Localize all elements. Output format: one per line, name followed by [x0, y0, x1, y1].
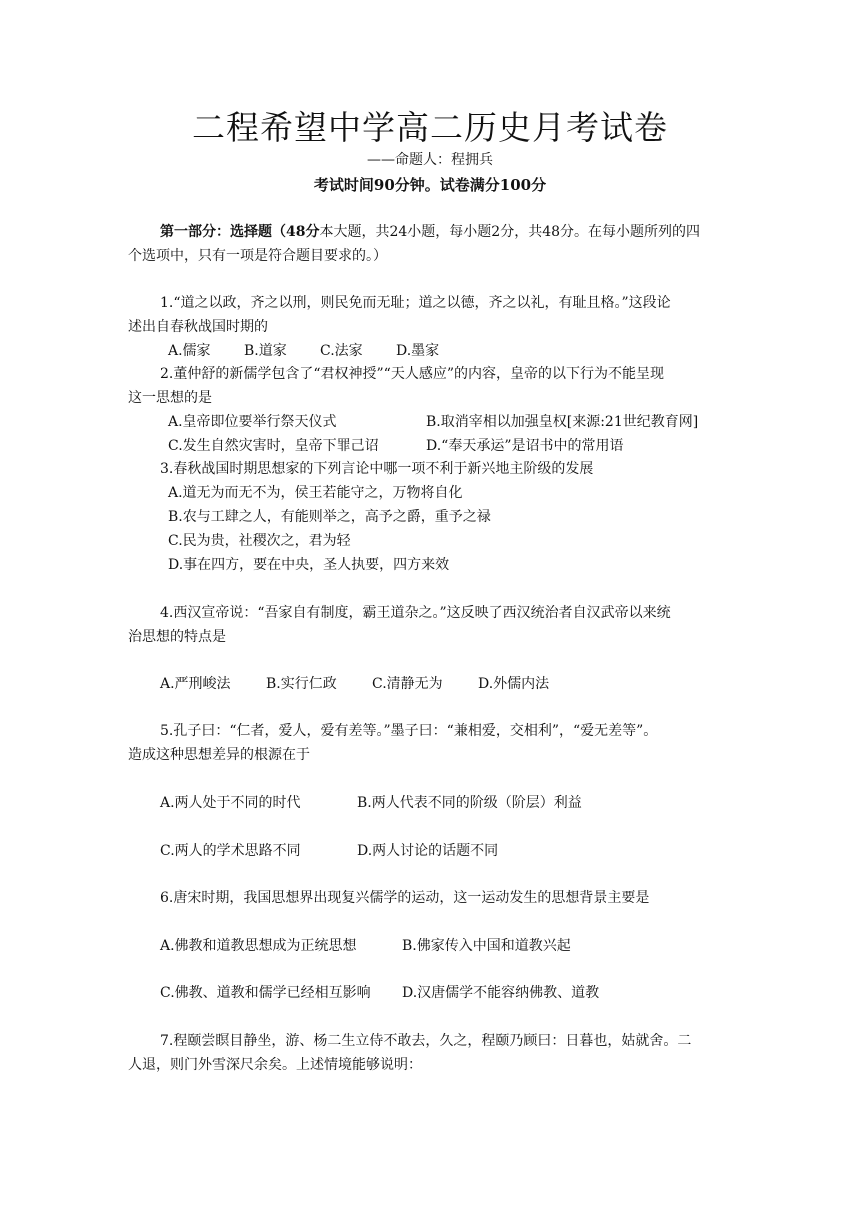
question-1-line1: 1.“道之以政，齐之以刑，则民免而无耻；道之以德，齐之以礼，有耻且格。”这段论: [160, 295, 671, 311]
question-6-option-d: D.汉唐儒学不能容纳佛教、道教: [402, 985, 600, 1001]
question-2-option-a: A.皇帝即位要举行祭天仪式: [168, 414, 337, 430]
question-5-option-a: A.两人处于不同的时代: [160, 795, 301, 811]
question-2-line1: 2.董仲舒的新儒学包含了“君权神授”“天人感应”的内容，皇帝的以下行为不能呈现: [160, 366, 664, 382]
question-6-line1: 6.唐宋时期，我国思想界出现复兴儒学的运动，这一运动发生的思想背景主要是: [160, 890, 650, 906]
question-5-option-c: C.两人的学术思路不同: [160, 843, 301, 859]
section1-intro-line2: 个选项中，只有一项是符合题目要求的。）: [128, 248, 387, 264]
question-1-option-a: A.儒家: [168, 343, 211, 359]
section1-heading: 第一部分：选择题（48分: [160, 224, 320, 240]
question-7-line2: 人退，则门外雪深尺余矣。上述情境能够说明：: [128, 1057, 422, 1073]
question-4-option-b: B.实行仁政: [266, 676, 337, 692]
question-5-line1: 5.孔子曰：“仁者，爱人，爱有差等。”墨子曰：“兼相爱，交相利”，“爱无差等”。: [160, 723, 658, 739]
exam-author: ——命题人：程拥兵: [367, 152, 493, 168]
question-6-option-a: A.佛教和道教思想成为正统思想: [160, 938, 357, 954]
question-2-option-b: B.取消宰相以加强皇权[来源:21世纪教育网]: [426, 414, 699, 430]
section1-intro-line1: [160, 222, 700, 242]
question-4-option-c: C.清静无为: [372, 676, 443, 692]
exam-title: 二程希望中学高二历史月考试卷: [192, 108, 668, 147]
question-5-option-d: D.两人讨论的话题不同: [357, 843, 499, 859]
section1-intro-text: 本大题，共24小题，每小题2分，共48分。在每小题所列的四: [319, 224, 701, 240]
question-4-line1: 4.西汉宣帝说：“吾家自有制度，霸王道杂之。”这反映了西汉统治者自汉武帝以来统: [160, 605, 671, 621]
question-5-option-b: B.两人代表不同的阶级（阶层）利益: [357, 795, 582, 811]
question-2-line2: 这一思想的是: [128, 390, 212, 406]
question-6-option-c: C.佛教、道教和儒学已经相互影响: [160, 985, 371, 1001]
question-1-line2: 述出自春秋战国时期的: [128, 319, 268, 335]
question-1-option-b: B.道家: [244, 343, 287, 359]
question-3-option-a: A.道无为而无不为，侯王若能守之，万物将自化: [168, 485, 463, 501]
question-4-line2: 治思想的特点是: [128, 629, 226, 645]
question-2-option-c: C.发生自然灾害时，皇帝下罪己诏: [168, 438, 379, 454]
question-1-option-d: D.墨家: [396, 343, 440, 359]
exam-time-info: 考试时间90分钟。试卷满分100分: [313, 176, 547, 194]
question-3-option-c: C.民为贵，社稷次之，君为轻: [168, 533, 351, 549]
question-3-option-d: D.事在四方，要在中央，圣人执要，四方来效: [168, 557, 450, 573]
question-6-option-b: B.佛家传入中国和道教兴起: [402, 938, 571, 954]
question-4-option-a: A.严刑峻法: [160, 676, 231, 692]
question-4-option-d: D.外儒内法: [478, 676, 550, 692]
question-5-line2: 造成这种思想差异的根源在于: [128, 747, 310, 763]
question-7-line1: 7.程颐尝瞑目静坐，游、杨二生立侍不敢去，久之，程颐乃顾曰：日暮也，姑就舍。二: [160, 1033, 692, 1049]
question-1-option-c: C.法家: [320, 343, 363, 359]
question-3-line1: 3.春秋战国时期思想家的下列言论中哪一项不利于新兴地主阶级的发展: [160, 461, 594, 477]
question-2-option-d: D.“奉天承运”是诏书中的常用语: [426, 438, 624, 454]
question-3-option-b: B.农与工肆之人，有能则举之，高予之爵，重予之禄: [168, 509, 491, 525]
